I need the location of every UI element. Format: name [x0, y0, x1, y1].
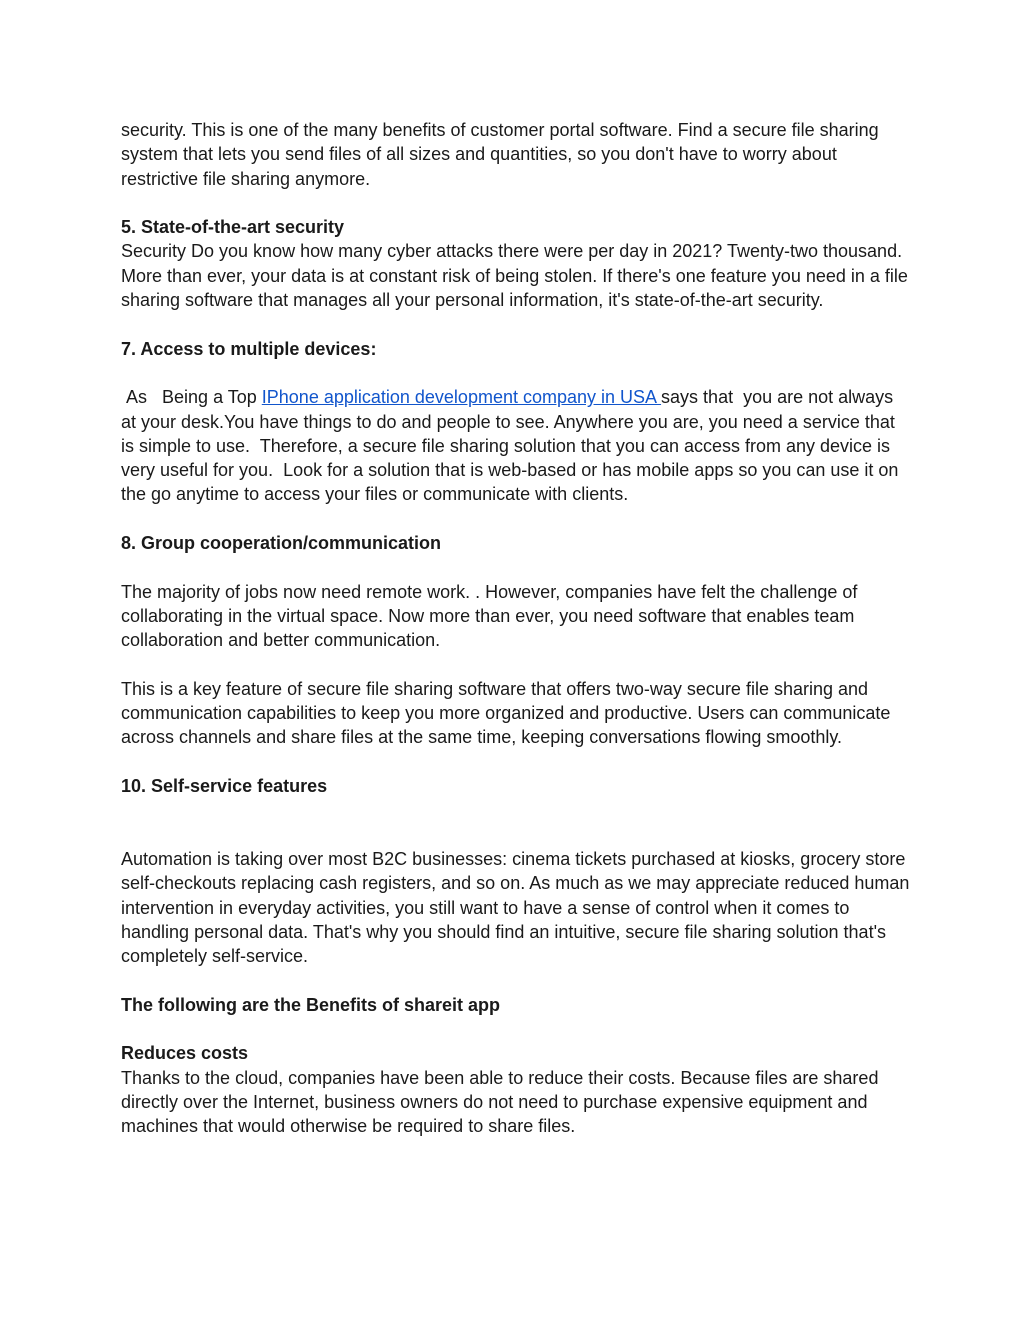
paragraph-spacer: [121, 653, 911, 677]
section-5-paragraph: Security Do you know how many cyber attacks there were per day in 2021? Twenty-two thousand. More than ever, your data is at constant risk of being stolen. If there's one feature you need in a file sharing software that manages all your personal information, it's state-of-the-art security.: [121, 241, 913, 311]
paragraph-spacer: [121, 750, 911, 774]
intro-paragraph: security. This is one of the many benefits of customer portal software. Find a secure file sharing system that lets you send files of all sizes and quantities, so you don't have to worry about restrictive file sharing anymore.: [121, 120, 884, 189]
paragraph-spacer: [121, 1017, 911, 1041]
iphone-development-link[interactable]: IPhone application development company in USA: [261, 387, 662, 408]
section-7-paragraph: [121, 385, 911, 506]
section-7-heading: 7. Access to multiple devices:: [121, 338, 377, 359]
paragraph-spacer: [121, 361, 911, 385]
reduces-costs-heading: Reduces costs: [121, 1043, 249, 1064]
reduces-costs-paragraph: Thanks to the cloud, companies have been able to reduce their costs. Because files are shared directly over the Internet, business owners do not need to purchase expensive equipment and machines that would otherwise be required to share files.: [121, 1067, 884, 1137]
paragraph-spacer: [121, 555, 911, 579]
paragraph-spacer: [121, 312, 911, 336]
section-8-paragraph-2: This is a key feature of secure file sharing software that offers two-way secure file sharing and communication capabilities to keep you more organized and productive. Users can communicate across channels and share files at the same time, keeping conversations flowing smoothly.: [121, 678, 896, 748]
section-7-prefix: As Being a Top: [121, 387, 262, 408]
paragraph-spacer: [121, 507, 911, 531]
section-5-heading: 5. State-of-the-art security: [121, 217, 345, 238]
section-10-paragraph: Automation is taking over most B2C businesses: cinema tickets purchased at kiosks, grocery store self-checkouts replacing cash registers, and so on. As much as we may appreciate reduced human intervention in everyday activities, you still want to have a sense of control when it comes to handling personal data. That's why you should find an intuitive, secure file sharing solution that's completely self-service.: [121, 848, 915, 967]
benefits-heading: The following are the Benefits of shareit app: [121, 994, 501, 1015]
section-7-suffix: says that you are not always at your desk.You have things to do and people to see. Anywhere you are, you need a service that is simple to use. Therefore, a secure file sharing solution that you can access from any device is very useful for you. Look for a solution that is web-based or has mobile apps so you can use it on the go anytime to access your files or communicate with clients.: [121, 387, 904, 505]
paragraph-spacer: [121, 798, 911, 847]
document-body: [121, 118, 915, 1138]
section-10-heading: 10. Self-service features: [121, 776, 328, 797]
section-8-heading: 8. Group cooperation/communication: [121, 533, 442, 554]
paragraph-spacer: [121, 968, 911, 992]
section-8-paragraph-1: The majority of jobs now need remote work. . However, companies have felt the challenge of collaborating in the virtual space. Now more than ever, you need software that enables team collaboration and better communication.: [121, 581, 863, 651]
paragraph-spacer: [121, 191, 911, 215]
